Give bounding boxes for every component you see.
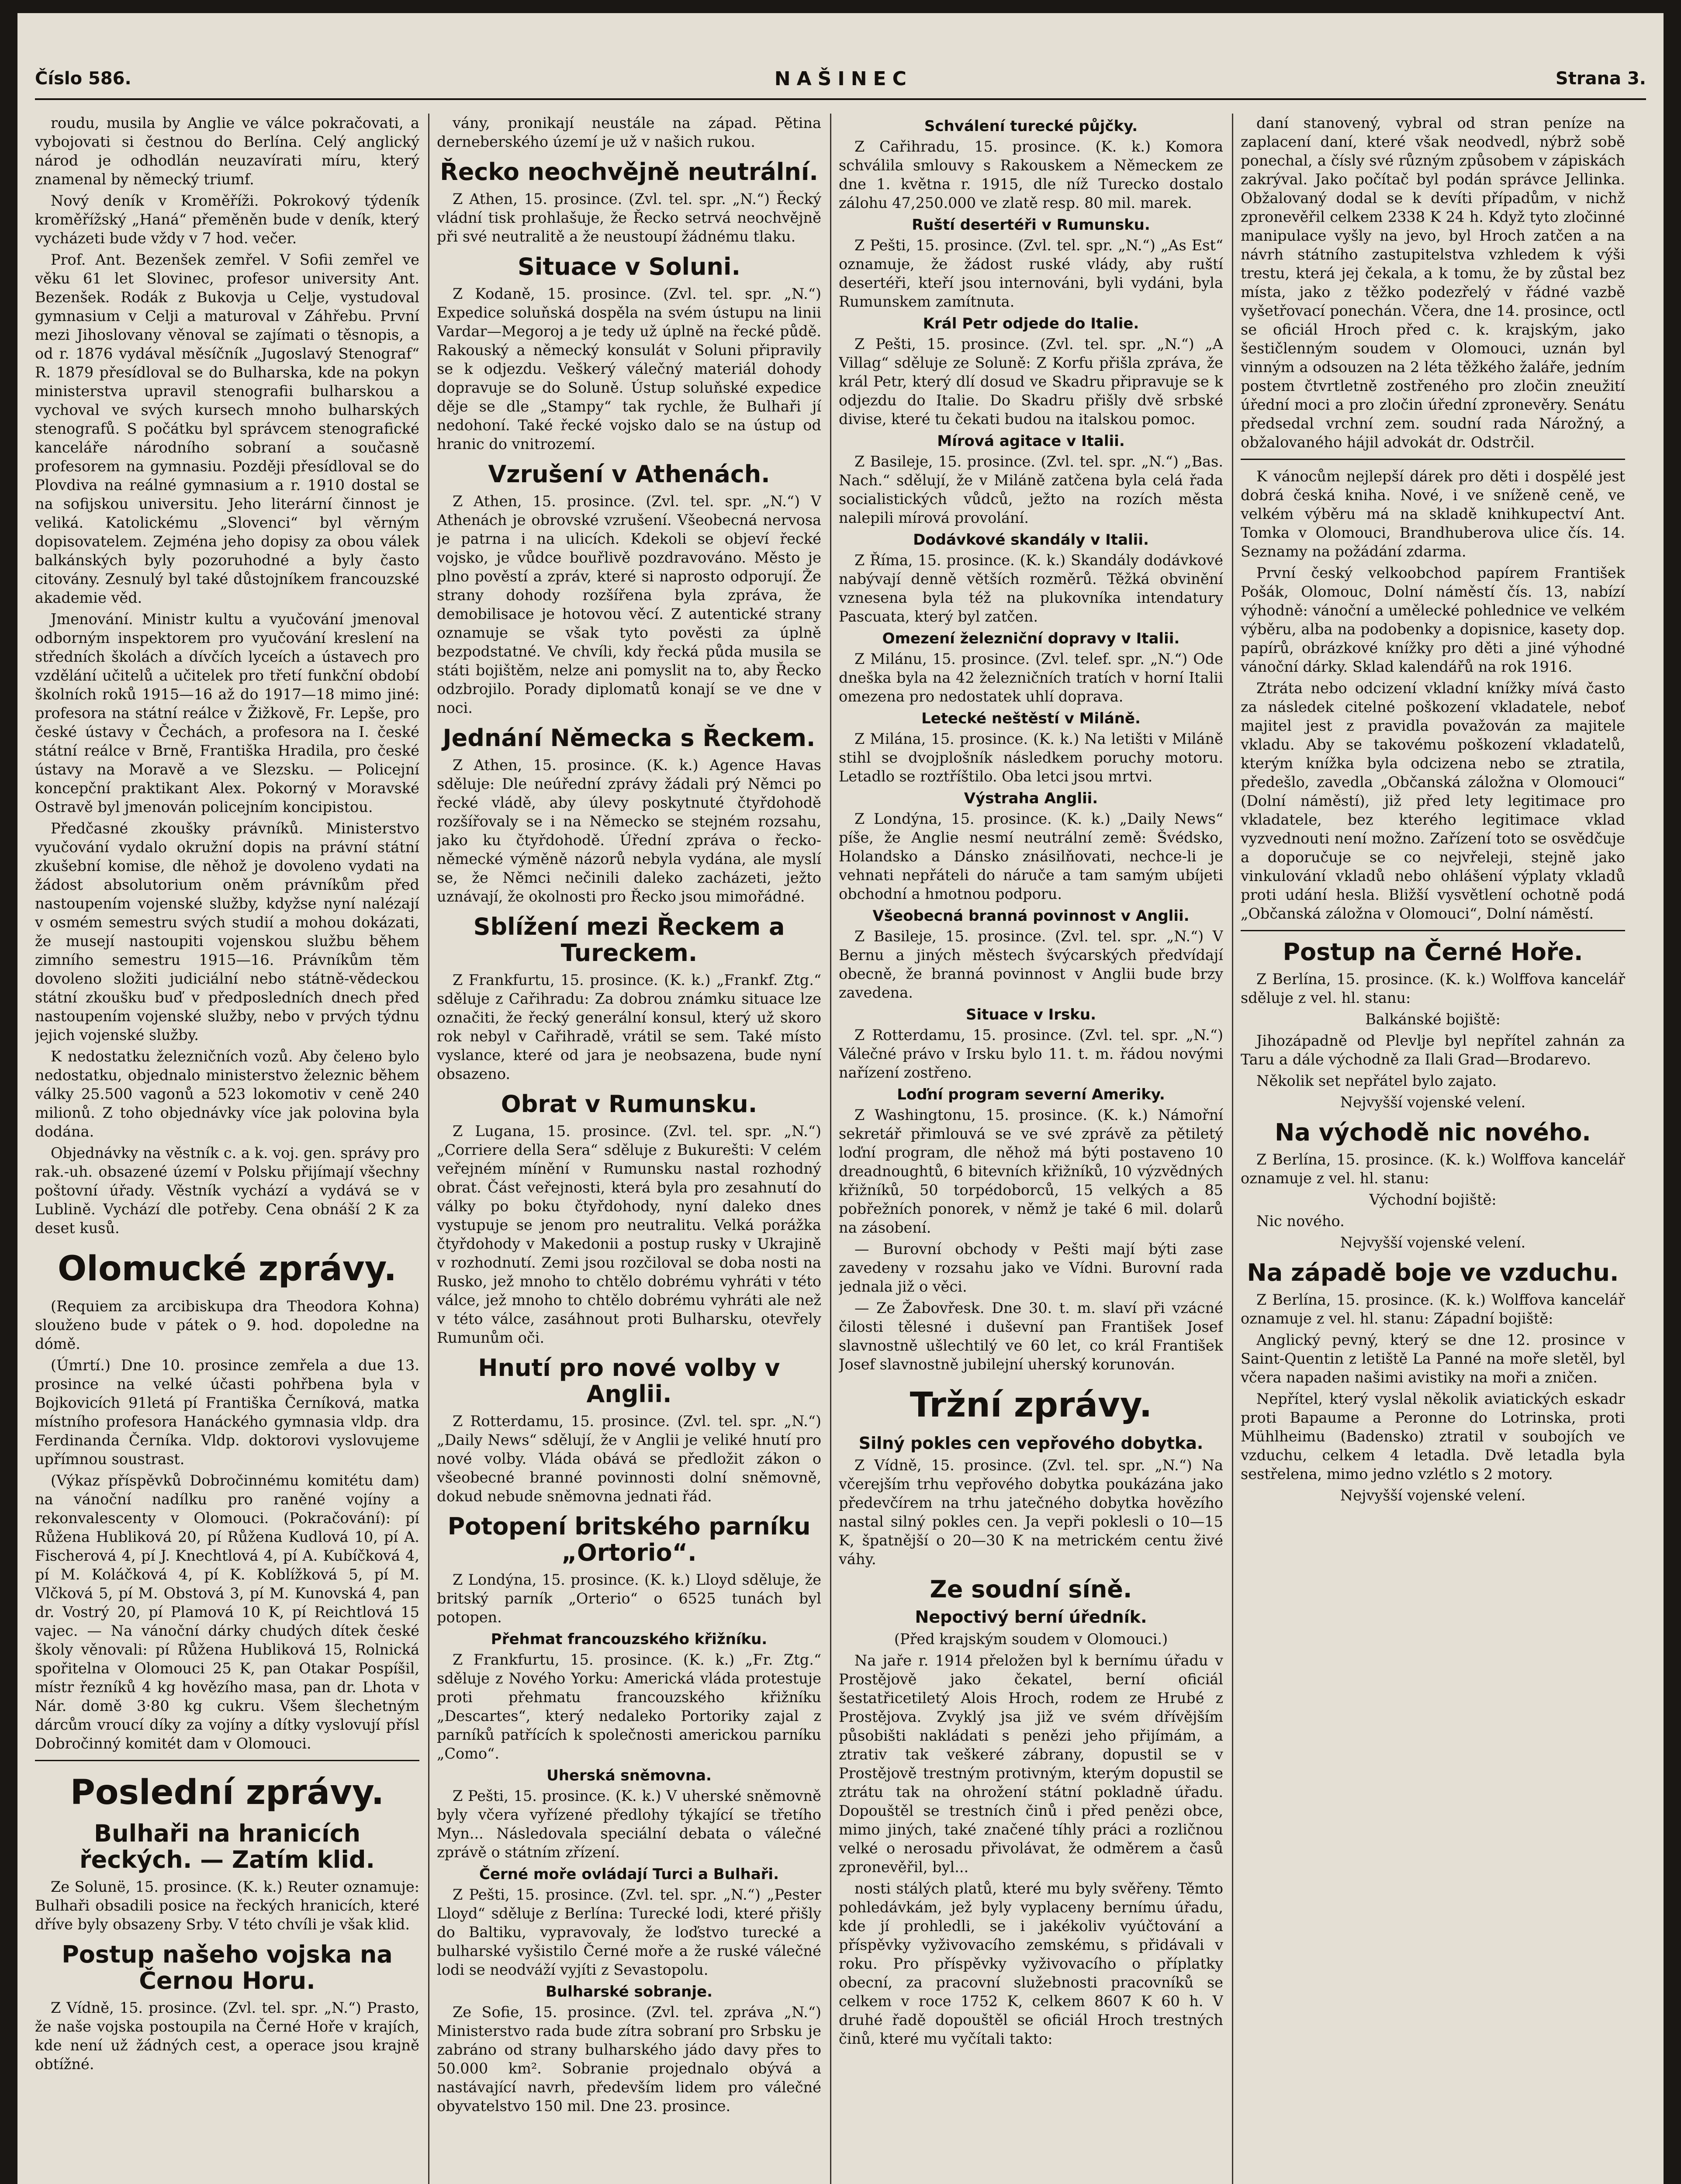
header-rule: [35, 98, 1646, 100]
subheadline: Přehmat francouzského křižníku.: [491, 1631, 768, 1648]
article-text: Z Pešti, 15. prosince. (Zvl. tel. spr. „N.“) „As Est“ oznamuje, že žádost ruské vlády, aby ruští desertéři, kteří jsou internováni, byli vydáni, byla Rumunskem zamítnuta.: [839, 237, 1223, 310]
subheadline: Všeobecná branná povinnost v Anglii.: [872, 907, 1190, 925]
headline: Potopení britského parníku „Ortorio“.: [447, 1513, 811, 1566]
article-text: Z Pešti, 15. prosince. (K. k.) V uherské sněmovně byly včera vyřízené předlohy týkající se třetího Myn... Následovala speciální debata o válečné zprávě o státním zřízení.: [437, 1787, 821, 1861]
article-text: Ze Sofie, 15. prosince. (Zvl. tel. zpráva „N.“) Ministerstvo rada bude zítra sobraní pro Srbsku je zabráno od strany bulharského jádo davy přes to 50.000 km². Sobranie projednalo obývá a nastávající navrh, především lidem pro válečné obyvatelstvo 150 mil. Dne 23. prosince.: [437, 2004, 821, 2115]
article-text: K nedostatku železničních vozů. Aby čelено bylo nedostatku, objednalo ministerstvo železnic během války 25.500 vagonů a 523 lokomotiv v ceně 240 milionů. Z toho objednávky více jak polovina byla dodána.: [35, 1048, 419, 1140]
headline: Na východě nic nového.: [1275, 1119, 1591, 1146]
subheadline: Uherská sněmovna.: [546, 1767, 712, 1784]
article-text: — Ze Žabovřesk. Dne 30. t. m. slaví při vzácné čilosti tělesné i duševní pan František Josef slavnostně ušlechtilý ve 60 let, co král František Josef slavnostně jubilejní uherský korunován.: [839, 1299, 1223, 1373]
article-text: Z Pešti, 15. prosince. (Zvl. tel. spr. „N.“) „A Villag“ sděluje ze Soluně: Z Korfu přišla zpráva, že král Petr, který dlí dosud ve Skadru připravuje se k odjezdu do Italie. Do Skadru přišly dvě srbské divise, které tu čekati budou na italskou pomoc.: [839, 335, 1223, 428]
subheadline: Loďní program severní Ameriky.: [897, 1086, 1165, 1103]
signature: Nejvyšší vojenské velení.: [1340, 1094, 1526, 1111]
article-text: Z Frankfurtu, 15. prosince. (K. k.) „Frankf. Ztg.“ sděluje z Cařihradu: Za dobrou známku situace lze označiti, že řecký generální konsul, který už skoro rok nebyl v Cařihradě, vrátil se sem. Také místo vyslance, které od jara je neobsazena, bude nyní obsazeno.: [437, 971, 821, 1082]
article-text: roudu, musila by Anglie ve válce pokračovati, a vybojovati si čestnou do Berlína. Celý anglický národ je odhodlán neuzavírati míru, který znamenal by německý triumf.: [35, 114, 419, 188]
article-text: Z Vídně, 15. prosince. (Zvl. tel. spr. „N.“) Na včerejším trhu vepřového dobytka poukázána jako předevčírem na trhu jatečného dobytka hovězího nastal silný pokles cen. Ja vepři poklesli o 10—15 K, špatnější o 20—30 K na metrickém centu živé váhy.: [839, 1457, 1223, 1568]
article-text: Z Athen, 15. prosince. (K. k.) Agence Havas sděluje: Dle neúřední zprávy žádali prý Němci po řecké vládě, aby úlevy poskytnuté čtyřdohodě rozšířovaly se i na Německo se stejném rozsahu, jako ku čtyřdohodě. Úřední zpráva o řecko-německé výměně názorů nebyla vydána, ale myslí se, že Němci nečinili daleko zacházeti, ježto uznávají, že okolnosti pro Řecko jsou mimořádné.: [437, 757, 821, 905]
section-rule: [1241, 930, 1625, 931]
article-text: Z Milánu, 15. prosince. (Zvl. telef. spr. „N.“) Ode dneška byla na 42 železničních tratích v horní Italii omezena pro nedostatek uhlí doprava.: [839, 650, 1223, 705]
article-text: Na jaře r. 1914 přeložen byl k bernímu úřadu v Prostějově jako čekatel, berní oficiál šestatřicetiletý Alois Hroch, rodem ze Hrubé z Prostějova. Zvyklý jsa již ve svém dřívějším působišti nakládati s penězi jeho přijímám, a ztrativ tak veškeré zábrany, dopustil se v Prostějově trestným protivným, kterým dopustil se ztrátu tak na ohrožení státní pokladně úřadu. Dopouštěl se trestních činů i před penězi obce, mimo jiných, také značené tíhly práci a rozličnou velké o nerosadu přivolávat, že odměrem a časů zpronevěřil, byl...: [839, 1652, 1223, 1876]
article-text: Z Londýna, 15. prosince. (K. k.) „Daily News“ píše, že Anglie nesmí neutrální země: Švédsko, Holandsko a Dánsko znásilňovati, nechce-li je vehnati nepřáteli do náruče a tam samým ubíjeti obchodní a hmotnou podporu.: [839, 810, 1223, 902]
article-text: Z Berlína, 15. prosince. (K. k.) Wolffova kancelář oznamuje z vel. hl. stanu: Západní bojiště:: [1241, 1291, 1625, 1327]
front-label: Východní bojiště:: [1369, 1191, 1497, 1208]
headline: Hnutí pro nové volby v Anglii.: [478, 1354, 780, 1408]
article-text: Z Athen, 15. prosince. (Zvl. tel. spr. „N.“) V Athenách je obrovské vzrušení. Všeobecná nervosa je patrna i na ulicích. Kdekoli se objeví řecké vojsko, je vůdce bouřlivě pozdravováno. Město je plno pověstí a zpráv, které si naprosto odporují. Že strany dohody rozšířena byla zpráva, že demobilisace je hotovou věcí. Z autentické strany oznamuje se však tyto pověsti za úplně bezpodstatné. Ve chvíli, kdy řecká půda musila se státi bojištěm, nelze ani pomyslit na to, aby Řecko odzbrojilo. Porady diplomatů konají se ve dne v noci.: [437, 493, 821, 716]
column-2: [437, 114, 821, 2184]
advert-text: První český velkoobchod papírem František Pošák, Olomouc, Dolní náměstí čís. 13, nabízí výhodně: vánoční a umělecké pohlednice ve velkém výběru, alba na podobenky a dopisnice, kasety dop. papírů, obrázkové knížky pro děti a jiné výhodné vánoční dárky. Sklad kalendářů na rok 1916.: [1241, 564, 1625, 675]
subheadline: Letecké neštěstí v Miláně.: [921, 710, 1141, 727]
article-text: Objednávky na věstník c. a k. voj. gen. správy pro rak.-uh. obsazené území v Polsku přijímají všechny poštovní úřady. Věstník vychází a vydává se v Lublině. Vychází dle potřeby. Cena obnáší 2 K za deset kusů.: [35, 1144, 419, 1237]
section-rule: [35, 1760, 419, 1761]
subheadline: Mírová agitace v Italii.: [937, 432, 1125, 450]
page-number: Strana 3.: [1555, 69, 1646, 89]
article-text: Z Washingtonu, 15. prosince. (K. k.) Námořní sekretář přimlouvá se ve své zprávě za pětiletý loďní program, dle něhož má býti postaveno 10 dreadnoughtů, 6 bitevních křižníků, 10 výzvědných křižníků, 50 torpédoborců, 15 velkých a 85 pobřežních ponorek, v němž je také 6 mil. dolarů na zásobení.: [839, 1106, 1223, 1236]
subheadline: Černé moře ovládají Turci a Bulhaři.: [479, 1866, 779, 1883]
headline: Postup našeho vojska na Černou Horu.: [62, 1941, 393, 1994]
subheadline: Bulharské sobranje.: [545, 1983, 713, 2001]
article-text: Z Basileje, 15. prosince. (Zvl. tel. spr. „N.“) „Bas. Nach.“ sdělují, že v Miláně zatčena byla celá řada socialistických vůdců, ježto na rozích města nalepili mírová provolání.: [839, 453, 1223, 526]
article-text: Ze Solunë, 15. prosince. (K. k.) Reuter oznamuje: Bulhaři obsadili posice na řeckých hranicích, které dříve byly obsazeny Srby. V této chvíli je však klid.: [35, 1878, 419, 1933]
article-text: Z Frankfurtu, 15. prosince. (K. k.) „Fr. Ztg.“ sděluje z Nového Yorku: Americká vláda protestuje proti přehmatu francouzského křižníku „Descartes“, který nedaleko Portoriky zajal z parníků patřících k společnosti americkou parníku „Como“.: [437, 1651, 821, 1762]
article-text: Jihozápadně od Plevlje byl nepřítel zahnán za Taru a dále východně za Ilali Grad—Brodarevo.: [1241, 1032, 1625, 1068]
column-separator: [1232, 114, 1233, 2184]
subheadline: Schválení turecké půjčky.: [924, 117, 1138, 135]
subheadline: Situace v Irsku.: [966, 1006, 1096, 1023]
article-text: Z Lugana, 15. prosince. (Zvl. tel. spr. „N.“) „Corriere della Sera“ sděluje z Bukurešti: V celém veřejném mínění v Rumunsku nastal rozhodný obrat. Část veřejnosti, která byla pro zesahnutí do války po boku čtyřdohody, nyní daleko dnes vystupuje se jenom pro neutralitu. Velká porážka čtyřdohody v Makedonii a postup rusky v Ukrajině v rozhodnutí. Zemi jsou rozčiloval se doba nosti na Rusko, jež mnoho to chtělo dobrému vyhráti v této válce, jež mnoho to chtělo dobrému vyhráti ale než v této válce, zasáhnout proti Bulharsku, otevřely Rumunům oči.: [437, 1123, 821, 1346]
section-title-olomouc: Olomucké zprávy.: [57, 1249, 397, 1289]
headline: Jednání Německa s Řeckem.: [443, 724, 816, 752]
article-text: Nový deník v Kroměříži. Pokrokový týdeník kroměřížský „Haná“ přeměněn bude v deník, který vycházeti bude vždy v 7 hod. večer.: [35, 192, 419, 247]
headline: Postup na Černé Hoře.: [1283, 938, 1583, 966]
article-text: daní stanovený, vybral od stran peníze na zaplacení daní, které však neodvedl, nýbrž sobě ponechal, a čísly své různým způsobem v zápiskách zakrýval. Jako počítač byl podán správce Jellinka. Obžalovaný dodal se k devíti případům, v nichž zpronevěřil celkem 2338 K 24 h. Když tyto zločinné manipulace vyšly na jevo, byl Hroch zatčen a na návrh státního zastupitelstva vzhledem k výši trestu, která jej čekala, a k tomu, že by zůstal bez místa, jako z těžko podezřelý v řádné vazbě vyšetřovací ponechán. Včera, dne 14. prosince, octl se oficiál Hroch před c. k. krajským, jako šestičlenným soudem v Olomouci, uznán byl vinným a odsouzen na 2 léta těžkého žaláře, jedním postem čtvrtletně zostřeného pro zločin zneužití úřední moci a pro zločin úřední zpronevěry. Senátu předsedal vrchní zem. soudní rada Nárožný, a obžalovaného hájil advokát dr. Odstrčil.: [1241, 114, 1625, 451]
column-1: [35, 114, 419, 2184]
article-text: Několik set nepřátel bylo zajato.: [1256, 1072, 1497, 1089]
headline: Řecko neochvějně neutrální.: [440, 158, 818, 186]
article-text: Z Basileje, 15. prosince. (Zvl. tel. spr. „N.“) V Bernu a jiných městech švýcarských předvídají obecně, že branná povinnost v Anglii bude brzy zavedena.: [839, 928, 1223, 1001]
section-title-market: Tržní zprávy.: [910, 1386, 1152, 1425]
article-text: Jmenování. Ministr kultu a vyučování jmenoval odborným inspektorem pro vyučování kreslení na středních školách a dívčích lyceích a ústavech pro vzdělání učitelů a učitelek pro třetí funkční období školních roků 1915—16 až do 1917—18 mimo jiné: profesora na státní reálce v Žižkově, Fr. Lepše, pro české ústavy v Čechách, a profesora na I. české státní reálce v Brně, Františka Hradila, pro české ústavy na Moravě a ve Slezsku. — Policejní koncepční praktikant Alex. Pokorný v Moravské Ostravě byl jmenován policejním koncipistou.: [35, 611, 419, 816]
article-text: (Requiem za arcibiskupa dra Theodora Kohna) slouženo bude v pátek o 9. hod. dopoledne na dómě.: [35, 1298, 419, 1352]
article-text: Z Berlína, 15. prosince. (K. k.) Wolffova kancelář sděluje z vel. hl. stanu:: [1241, 971, 1625, 1006]
signature: Nejvyšší vojenské velení.: [1340, 1234, 1526, 1251]
article-text: Z Rotterdamu, 15. prosince. (Zvl. tel. spr. „N.“) Válečné právo v Irsku bylo 11. t. m. řádou novými nařízení zostřeno.: [839, 1026, 1223, 1081]
article-text: Z Athen, 15. prosince. (Zvl. tel. spr. „N.“) Řecký vládní tisk prohlašuje, že Řecko setrvá neochvějně při své neutralitě a že neustoupí žádnému tlaku.: [437, 190, 821, 245]
section-title-latest: Poslední zprávy.: [70, 1773, 384, 1812]
article-text: nosti stálých platů, které mu byly svěřeny. Těmto pohledávkám, jež byly vyplaceny bernímu úřadu, kde jí prohledli, se i jakékoliv vyúčtování a příspěvky vyživovacího zemskému, s přidávali v roku. Pro příspěvky vyživovacího o příplatky obecní, za pracovní služebnosti pracovníků se celkem v roce 1752 K, celkem 8607 K 60 h. V druhé řadě dopouštěl se oficiál Hroch trestných činů, které mu vyčítali takto:: [839, 1880, 1223, 2047]
signature: Nejvyšší vojenské velení.: [1340, 1487, 1526, 1504]
column-4: [1241, 114, 1625, 2184]
subheadline: Omezení železniční dopravy v Italii.: [882, 630, 1180, 647]
subheadline: Dodávkové skandály v Italii.: [913, 531, 1149, 549]
subheadline: Ruští desertéři v Rumunsku.: [912, 216, 1150, 234]
article-text: Z Pešti, 15. prosince. (Zvl. tel. spr. „N.“) „Pester Lloyd“ sděluje z Berlína: Turecké lodi, které přišly do Baltiku, vypravovaly, že loďstvo turecké a bulharské vyšistilo Černé moře a že ruské válečné lodi se neodváží vyjíti z Sevastopolu.: [437, 1886, 821, 1978]
section-rule: [1241, 459, 1625, 460]
article-text: (Úmrtí.) Dne 10. prosince zemřela a due 13. prosince na velké účasti pohřbena byla v Bojkovicích 91letá pí Františka Černíková, matka místního profesora Hanáckého gymnasia vldp. dra Ferdinanda Černíka. Vldp. doktorovi vyslovujeme upřímnou soustrast.: [35, 1357, 419, 1468]
article-text: Z Milána, 15. prosince. (K. k.) Na letišti v Miláně stihl se dvojplošník následkem poruchy motoru. Letadlo se roztříštilo. Oba letci jsou mrtvi.: [839, 730, 1223, 785]
advert-text: K vánocům nejlepší dárek pro děti i dospělé jest dobrá česká kniha. Nové, i ve sníženě ceně, ve velkém výběru má na skladě knihkupectví Ant. Tomka v Olomouci, Brandhuberova ulice čís. 14. Seznamy na požádání zdarma.: [1241, 468, 1625, 560]
article-text: Prof. Ant. Bezenšek zemřel. V Sofii zemřel ve věku 61 let Slovinec, profesor university Ant. Bezenšek. Rodák z Bukovja u Celje, vystudoval gymnasium v Celji a maturoval v Záhřebu. První mezi Jihoslovany věnoval se zajímati o těsnopis, a od r. 1876 vydával měsíčník „Jugoslavý Stenograf“ R. 1879 přesídloval se do Bulharska, kde na pokyn ministerstva upravil stenografii bulharskou a vychoval ve svých kursech mnoho bulharských stenografů. S počátku byl správcem stenografické kanceláře národního sobraní a současně profesorem na gymnasiu. Později přesídloval se do Plovdiva na reálné gymnasium a r. 1910 dostal se na sofijskou universitu. Jeho literární činnost je veliká. Katolickému „Slovenci“ byl věrným dopisovatelem. Zejména jeho dopisy za obou válek balkánských byly pozoruhodné a byly často citovány. Zesnulý byl také důstojníkem francouzské akademie věd.: [35, 251, 419, 606]
article-text: Z Londýna, 15. prosince. (K. k.) Lloyd sděluje, že britský parník „Orterio“ o 6525 tunách byl potopen.: [437, 1571, 821, 1626]
headline: Silný pokles cen vepřového dobytka.: [858, 1434, 1204, 1453]
headline: Nepoctivý berní úředník.: [915, 1607, 1147, 1627]
subheadline: Výstraha Anglii.: [964, 790, 1098, 807]
column-separator: [830, 114, 831, 2184]
article-text: Z Říma, 15. prosince. (K. k.) Skandály dodávkové nabývají denně větších rozměrů. Těžká obvinění vznesena byla též na plukovníka intendatury Pascuata, který byl zatčen.: [839, 552, 1223, 625]
section-title-court: Ze soudní síně.: [930, 1576, 1132, 1603]
newspaper-page: [17, 13, 1664, 2184]
paper-title: NAŠINEC: [774, 67, 913, 90]
headline: Vzrušení v Athenách.: [488, 460, 770, 488]
headline: Sblížení mezi Řeckem a Tureckem.: [473, 913, 785, 967]
article-text: Nic nového.: [1256, 1213, 1345, 1230]
article-text: Předčasné zkoušky právníků. Ministerstvo vyučování vydalo okružní dopis na právní státní zkušební komise, dle něhož je dovoleno vydati na žádost absolutorium oněm právníkům před nastoupením vojenské služby, kdyžse nyní nalézají v osmém semestru svých studií a mohou dokázati, že musejí nastoupiti vojenskou službu během zimního semestru 1915—16. Právníkům těm dovoleno složiti judiciální nebo státně-vědeckou státní zkoušku buď v předposledních dnech před nastoupením vojenské služby, nebo v prvých týdnu jejich vojenské služby.: [35, 820, 419, 1044]
column-separator: [428, 114, 429, 2184]
article-text: Z Vídně, 15. prosince. (Zvl. tel. spr. „N.“) Prasto, že naše vojska postoupila na Černé Hoře v krajích, kde není už žádných cest, a operace jsou krajně obtížné.: [35, 1999, 419, 2073]
article-text: Z Kodaně, 15. prosince. (Zvl. tel. spr. „N.“) Expedice soluňská dospěla na svém ústupu na linii Vardar—Megoroj a je tedy už úplně na řecké půdě. Rakouský a německý konsulát v Soluni připravily se k odjezdu. Veškerý válečný materiál dohody dopravuje se do Soluně. Ústup soluňské expedice děje se dle „Stampy“ tak rychle, že Bulhaři jí nedohoní. Také řecké vojsko dalo se na ústup od hranic do vnitrozemí.: [437, 285, 821, 453]
court-note: (Před krajským soudem v Olomouci.): [894, 1631, 1168, 1648]
article-text: Z Cařihradu, 15. prosince. (K. k.) Komora schválila smlouvy s Rakouskem a Německem ze dne 1. května r. 1915, dle níž Turecko dostalo zálohu 47,250.000 ve zlatě resp. 80 mil. marek.: [839, 138, 1223, 211]
article-text: (Výkaz příspěvků Dobročinnému komitétu dam) na vánoční nadílku pro raněné vojíny a rekonvalescenty v Olomouci. (Pokračování): pí Růžena Hubliková 20, pí Růžena Kudlová 10, pí A. Fischerová 4, pí J. Knechtlová 4, pí A. Kubíčková 4, pí M. Koláčková 4, pí K. Koblížková 5, pí M. Vlčková 5, pí M. Obstová 3, pí M. Kunovská 4, pan dr. Vostrý 20, pí Plamová 10 K, pí Reichtlová 15 vajec. — Na vánoční dárky chudých dítek české školy věnovali: pí Růžena Hubliková 15, Rolnická spořitelna v Olomouci 25 K, pan Otakar Pospíšil, místr řezníků 4 kg hovězího masa, pan dr. Lhota v Nár. domě 3·80 kg cukru. Všem šlechetným dárcům vroucí díky za vojíny a dítky vyslovují přísl Dobročinný komitét dam v Olomouci.: [35, 1472, 419, 1752]
subheadline: Král Petr odjede do Italie.: [923, 315, 1139, 332]
advert-text: Ztráta nebo odcizení vkladní knížky mívá často za následek citelné poškození vkladatele, neboť majitel jest z pravidla považován za majitele vkladu. Aby se takovému poškození vkladatelů, kterým knížka byla odcizena nebo se ztratila, předešlo, zavedla „Občanská záložna v Olomouci“ (Dolní náměstí), již před lety legitimace pro vkladatele, bez kterého legitimace vklad vyzvednouti není možno. Zařízení toto se osvědčuje a doporučuje se co nejvřeleji, stejně jako vinkulování vkladů nebo ohlášení výplaty vkladů proti udání hesla. Bližší vysvětlení ochotně podá „Občanská záložna v Olomouci“, Dolní náměstí.: [1241, 680, 1625, 922]
issue-number: Číslo 586.: [35, 69, 131, 89]
article-text: Nepřítel, který vyslal několik aviatických eskadr proti Bapaume a Peronne do Lotrinska, proti Mühlheimu (Badensko) ztratil v soubojích ve vzduchu, celkem 4 letadla. Dvě letadla byla sestřelena, mimo jedno vzlétlo s 2 motory.: [1241, 1390, 1625, 1482]
front-label: Balkánské bojiště:: [1365, 1011, 1501, 1028]
headline: Na západě boje ve vzduchu.: [1247, 1259, 1619, 1286]
masthead: [35, 66, 1646, 92]
column-3: [839, 114, 1223, 2184]
article-text: Anglický pevný, který se dne 12. prosince v Saint-Quentin z letiště La Panné na moře sletěl, byl včera napaden našimi avistiky na moři a zničen.: [1241, 1331, 1625, 1386]
article-text: Z Rotterdamu, 15. prosince. (Zvl. tel. spr. „N.“) „Daily News“ sdělují, že v Anglii je veliké hnutí pro nové volby. Vláda obává se předložit zákon o všeobecné branné povinnosti dolní sněmovně, dokud nebude sněmovna jednati řád.: [437, 1413, 821, 1505]
article-text: vány, pronikají neustále na západ. Pětina derneberského území je už v našich rukou.: [437, 114, 821, 150]
article-text: — Burovní obchody v Pešti mají býti zase zavedeny v rozsahu jako ve Vídni. Burovní rada jednala již o věci.: [839, 1241, 1223, 1295]
headline: Bulhaři na hranicích řeckých. — Zatím klid.: [79, 1820, 375, 1873]
article-text: Z Berlína, 15. prosince. (K. k.) Wolffova kancelář oznamuje z vel. hl. stanu:: [1241, 1151, 1625, 1187]
headline: Obrat v Rumunsku.: [501, 1090, 757, 1118]
headline: Situace v Soluni.: [518, 253, 740, 280]
